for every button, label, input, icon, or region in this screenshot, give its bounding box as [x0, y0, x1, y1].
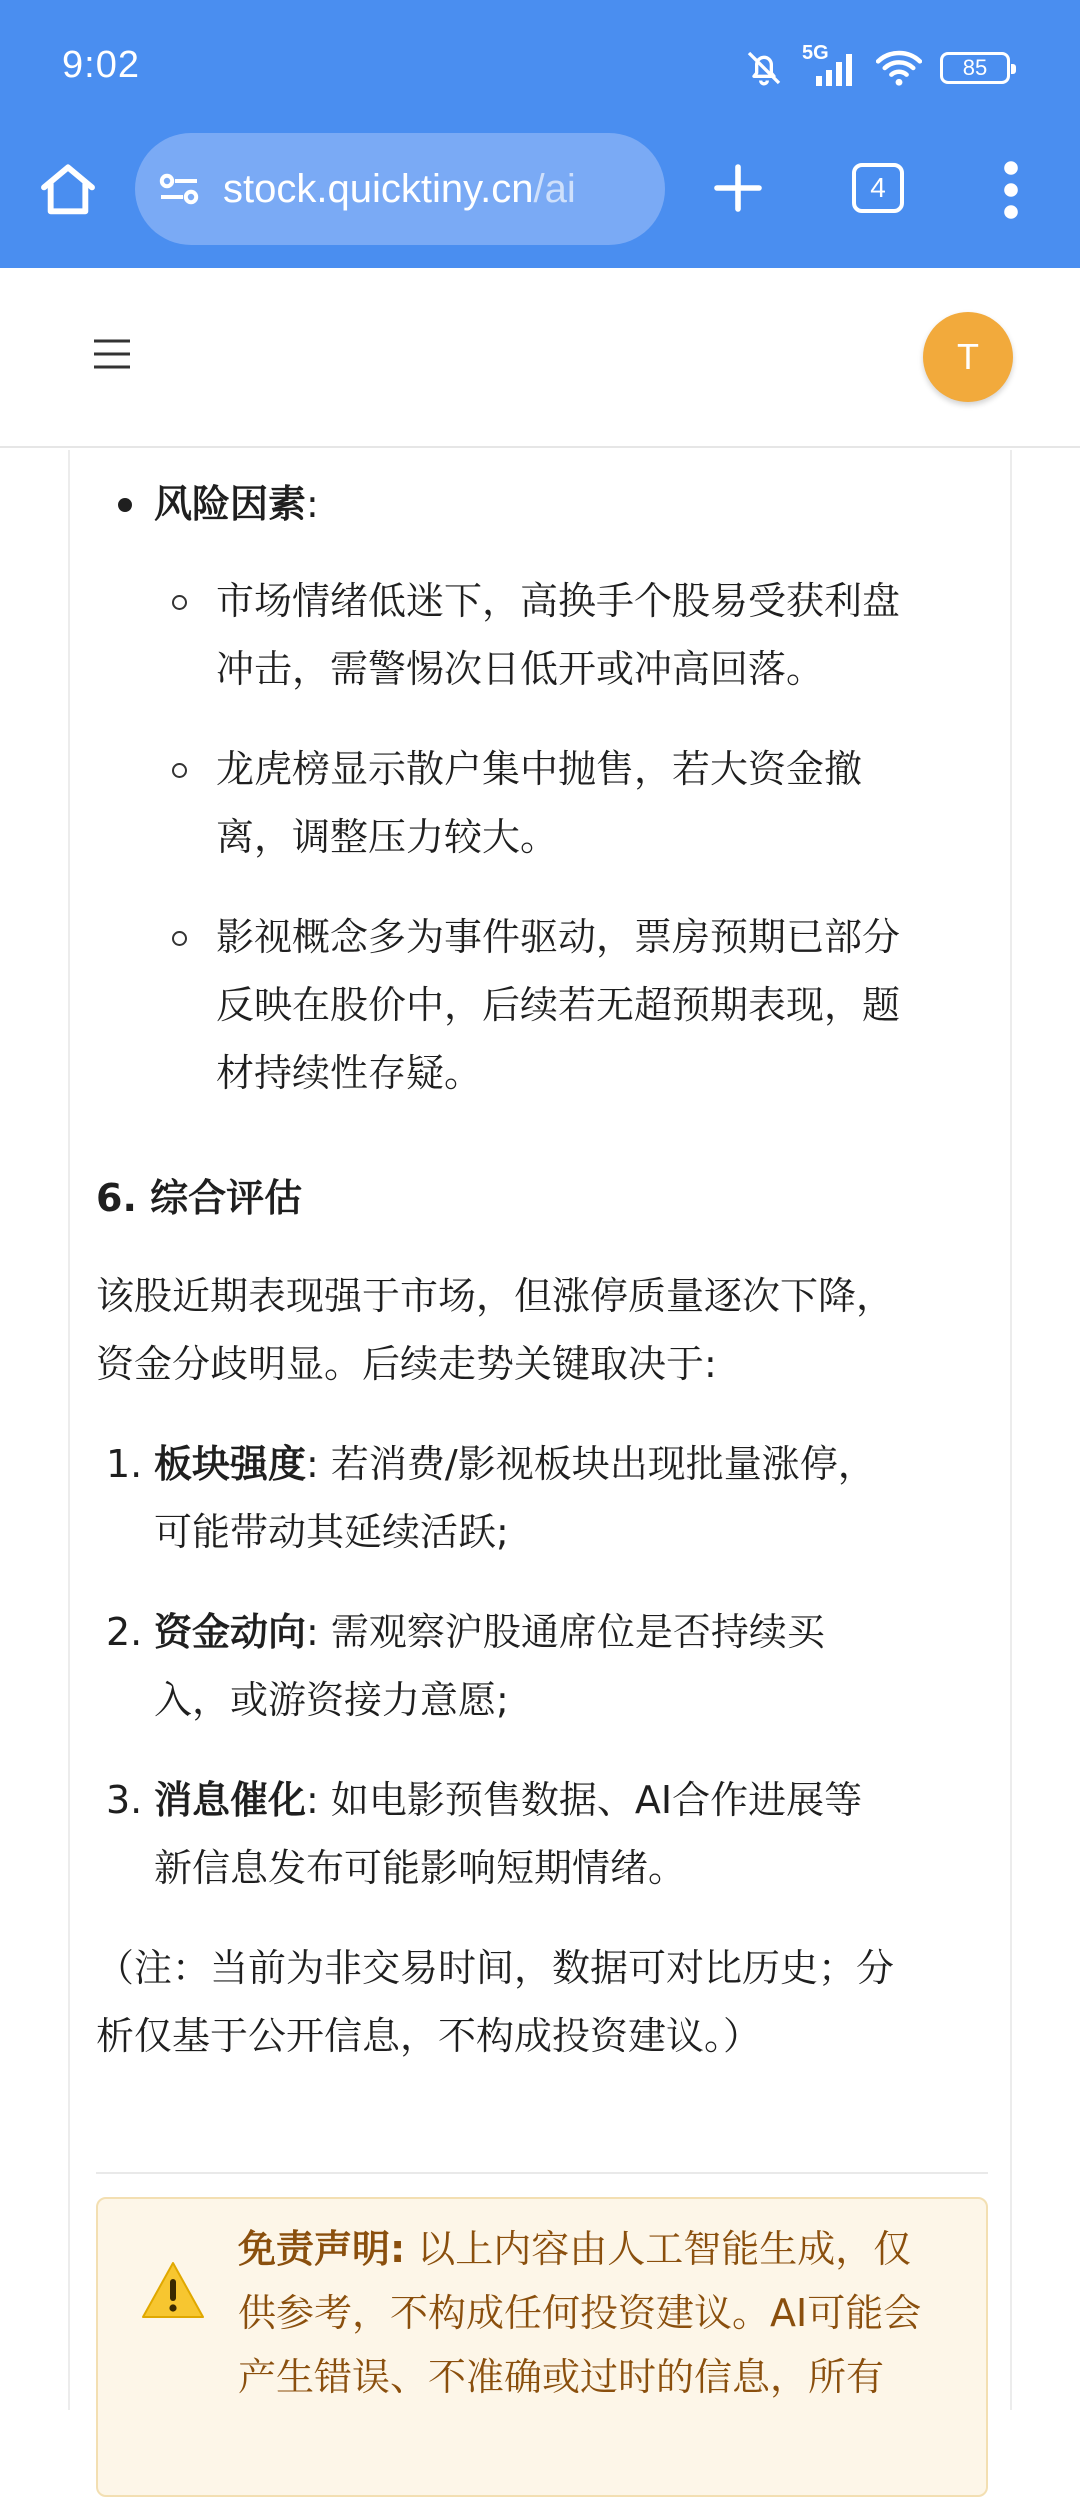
cellular-5g-icon [802, 42, 858, 88]
text-line: 资金分歧明显。后续走势关键取决于: [96, 1342, 717, 1386]
section-title: 6. 综合评估 [96, 1176, 303, 1220]
text-line: 龙虎榜显示散户集中抛售，若大资金撤 [216, 747, 863, 791]
url-host: stock.quicktiny.cn [223, 166, 534, 211]
list-item-text [154, 1598, 986, 1734]
hamburger-menu-icon[interactable] [92, 336, 132, 372]
risk-label-wrap [154, 470, 319, 538]
status-bar [0, 0, 1080, 130]
text-line [154, 1430, 986, 1498]
text-line: 新信息发布可能影响短期情绪。 [154, 1846, 687, 1890]
bell-off-icon [744, 48, 784, 88]
url-path: /ai [533, 166, 576, 211]
text-line: 析仅基于公开信息，不构成投资建议。） [96, 2014, 762, 2058]
network-type: 5G [802, 42, 829, 64]
divider [96, 2172, 988, 2174]
text-line: 材持续性存疑。 [216, 1051, 483, 1095]
disclaimer-label: 免责声明: [238, 2227, 406, 2271]
text-line: 产生错误、不准确或过时的信息，所有 [238, 2355, 885, 2399]
text-line: 入，或游资接力意愿; [154, 1678, 509, 1722]
note-paragraph [96, 1934, 986, 2070]
bullet-circle [172, 595, 187, 610]
tab-switcher-button[interactable]: 4 [852, 163, 904, 213]
analysis-card [68, 450, 1012, 2410]
disclaimer-line: 以上内容由人工智能生成，仅 [405, 2227, 912, 2271]
user-avatar[interactable]: T [923, 312, 1013, 402]
browser-toolbar [0, 130, 1080, 268]
text-line: 供参考，不构成任何投资建议。AI可能会 [238, 2291, 922, 2335]
warning-icon [140, 2259, 206, 2321]
site-settings-icon[interactable] [155, 165, 203, 213]
item-label: 消息催化 [154, 1778, 307, 1822]
page-header [0, 268, 1080, 448]
risk-item-text [216, 735, 986, 871]
address-bar[interactable] [135, 133, 665, 245]
battery-level: 85 [962, 55, 988, 80]
text-line: 影视概念多为事件驱动，票房预期已部分 [216, 915, 901, 959]
disclaimer-box [96, 2197, 988, 2497]
browser-chrome [0, 0, 1080, 268]
text-line: （注：当前为非交易时间，数据可对比历史；分 [96, 1946, 895, 1990]
disclaimer-text [238, 2217, 968, 2409]
status-time: 9:02 [62, 44, 140, 86]
list-number: 2. [106, 1610, 143, 1654]
list-item-text [154, 1766, 986, 1902]
risk-colon: : [306, 482, 319, 526]
list-number: 1. [106, 1442, 143, 1486]
wifi-icon [876, 49, 922, 87]
bullet-circle [172, 763, 187, 778]
text-line: 离，调整压力较大。 [216, 815, 559, 859]
risk-item-text [216, 567, 986, 703]
bullet-circle [172, 931, 187, 946]
text-line: 该股近期表现强于市场，但涨停质量逐次下降， [96, 1274, 895, 1318]
text-line: 市场情绪低迷下，高换手个股易受获利盘 [216, 579, 901, 623]
risk-factors-label: 风险因素 [154, 482, 307, 526]
text-line: 反映在股价中，后续若无超预期表现，题 [216, 983, 901, 1027]
text-line [238, 2217, 968, 2281]
item-label: 板块强度 [154, 1442, 307, 1486]
text-line: 冲击，需警惕次日低开或冲高回落。 [216, 647, 825, 691]
new-tab-plus-icon[interactable] [710, 160, 766, 216]
risk-item-text [216, 903, 986, 1107]
text-line [154, 1598, 986, 1666]
item-text: : 需观察沪股通席位是否持续买 [306, 1610, 825, 1654]
item-label: 资金动向 [154, 1610, 307, 1654]
text-line [154, 1766, 986, 1834]
text-line: 可能带动其延续活跃; [154, 1510, 509, 1554]
list-number: 3. [106, 1778, 143, 1822]
url-text[interactable] [223, 167, 576, 212]
status-icons [744, 42, 1010, 90]
overflow-menu-icon[interactable] [996, 160, 1026, 220]
item-text: : 若消费/影视板块出现批量涨停， [306, 1442, 876, 1486]
home-icon[interactable] [36, 158, 100, 222]
bullet-dot [118, 498, 132, 512]
battery-icon [940, 52, 1010, 84]
item-text: : 如电影预售数据、AI合作进展等 [306, 1778, 863, 1822]
summary-paragraph [96, 1262, 986, 1398]
list-item-text [154, 1430, 986, 1566]
